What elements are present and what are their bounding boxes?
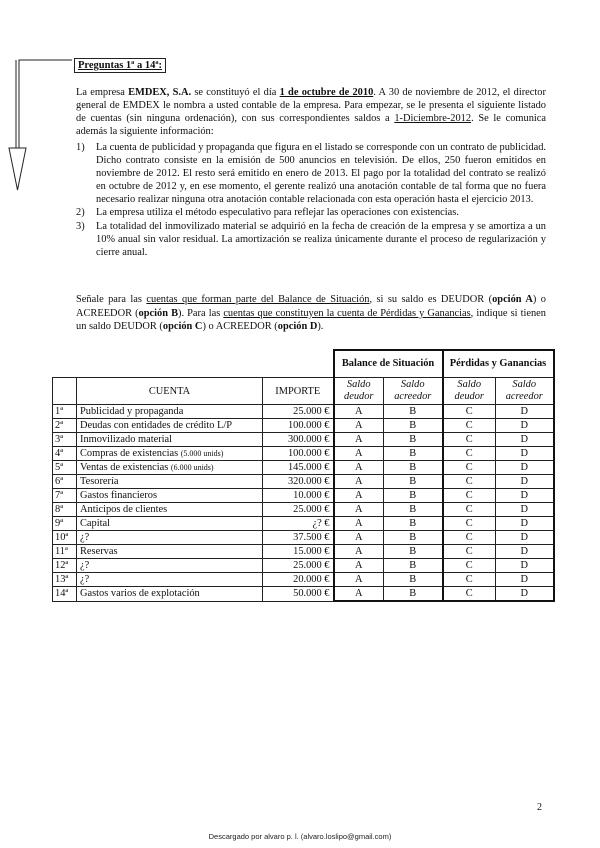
option-d-cell[interactable]: D [496, 531, 554, 545]
option-d-cell[interactable]: D [496, 419, 554, 433]
option-b-cell[interactable]: B [384, 531, 443, 545]
row-number: 11ª [53, 545, 77, 559]
table-row [53, 559, 554, 573]
saldo-acreedor-header: Saldo acreedor [384, 378, 443, 405]
option-d-cell[interactable]: D [496, 503, 554, 517]
option-c-cell[interactable]: C [443, 447, 496, 461]
row-number: 8ª [53, 503, 77, 517]
row-number: 13ª [53, 573, 77, 587]
account-name: ¿? [77, 573, 263, 587]
account-amount: ¿? € [263, 517, 334, 531]
list-item: 2) La empresa utiliza el método especulativo para reflejar las operaciones con existencias. [76, 207, 459, 219]
option-a-cell[interactable]: A [334, 517, 384, 531]
account-amount: 20.000 € [263, 573, 334, 587]
account-name: Ventas de existencias (6.000 unids) [77, 461, 263, 475]
balance-group-header: Balance de Situación [334, 350, 443, 378]
table-row [53, 405, 554, 419]
table-row [53, 419, 554, 433]
row-number: 12ª [53, 559, 77, 573]
option-d-cell[interactable]: D [496, 489, 554, 503]
option-b-cell[interactable]: B [384, 517, 443, 531]
option-a-cell[interactable]: A [334, 475, 384, 489]
option-a-cell[interactable]: A [334, 419, 384, 433]
account-name: ¿? [77, 559, 263, 573]
option-a-cell[interactable]: A [334, 587, 384, 602]
option-d-cell[interactable]: D [496, 545, 554, 559]
option-d-cell[interactable]: D [496, 517, 554, 531]
account-amount: 25.000 € [263, 503, 334, 517]
option-d-cell[interactable]: D [496, 475, 554, 489]
option-a-cell[interactable]: A [334, 559, 384, 573]
account-name: Anticipos de clientes [77, 503, 263, 517]
option-c-cell[interactable]: C [443, 587, 496, 602]
download-footer: Descargado por alvaro p. l. (alvaro.loslipo@gmail.com) [208, 832, 392, 841]
importe-header: IMPORTE [263, 378, 334, 405]
option-a-cell[interactable]: A [334, 503, 384, 517]
row-number: 5ª [53, 461, 77, 475]
option-c-cell[interactable]: C [443, 405, 496, 419]
cuenta-header: CUENTA [77, 378, 263, 405]
option-a-cell[interactable]: A [334, 447, 384, 461]
row-number: 9ª [53, 517, 77, 531]
option-d-cell[interactable]: D [496, 433, 554, 447]
account-amount: 15.000 € [263, 545, 334, 559]
option-b-cell[interactable]: B [384, 447, 443, 461]
option-b-cell[interactable]: B [384, 461, 443, 475]
list-item: 3) La totalidad del inmovilizado material se adquirió en la fecha de creación de la empresa y se amortiza a un 10% anual sin valor residual. La amortización se realiza únicamente durante el proceso de regularización y cierre anual. [76, 220, 546, 258]
option-b-cell[interactable]: B [384, 559, 443, 573]
account-amount: 50.000 € [263, 587, 334, 602]
table-row [53, 573, 554, 587]
table-row [53, 587, 554, 602]
option-d-cell[interactable]: D [496, 447, 554, 461]
saldo-deudor-header: Saldo deudor [443, 378, 496, 405]
option-b-cell[interactable]: B [384, 587, 443, 602]
instructions-paragraph: Señale para las cuentas que forman parte del Balance de Situación, si su saldo es DEUDOR (opción A) o ACREEDOR (opción B). Para las cuentas que constituyen la cuenta de Pérdidas y Ganancias, indique si tienen un saldo DEUDOR (opción C) o ACREEDOR (opción D). [76, 294, 546, 333]
option-b-cell[interactable]: B [384, 405, 443, 419]
account-name: Reservas [77, 545, 263, 559]
option-c-cell[interactable]: C [443, 573, 496, 587]
option-d-cell[interactable]: D [496, 587, 554, 602]
row-number: 6ª [53, 475, 77, 489]
page-number: 2 [537, 802, 542, 813]
account-amount: 25.000 € [263, 559, 334, 573]
account-name: ¿? [77, 531, 263, 545]
account-name: Compras de existencias (5.000 unids) [77, 447, 263, 461]
down-arrow-icon [0, 0, 80, 200]
account-name: Gastos varios de explotación [77, 587, 263, 602]
option-a-cell[interactable]: A [334, 545, 384, 559]
option-b-cell[interactable]: B [384, 419, 443, 433]
option-c-cell[interactable]: C [443, 475, 496, 489]
option-d-cell[interactable]: D [496, 573, 554, 587]
table-row [53, 461, 554, 475]
intro-paragraph: La empresa EMDEX, S.A. se constituyó el día 1 de octubre de 2010. A 30 de noviembre de 2012, el director general de EMDEX le nombra a usted contable de la empresa. Para empezar, se le presenta el siguiente listado de cuentas (sin ninguna ordenación), con sus correspondientes saldos a 1-Diciembre-2012. Se le comunica además la siguiente información: [76, 87, 546, 138]
table-row [53, 433, 554, 447]
option-c-cell[interactable]: C [443, 503, 496, 517]
option-d-cell[interactable]: D [496, 405, 554, 419]
list-item: 1) La cuenta de publicidad y propaganda que figura en el listado se corresponde con un contrato de publicidad. Dicho contrato consiste en la emisión de 500 anuncios en televisión. De ellos, 250 fueron emitidos en noviembre de 2012. El resto será emitido en enero de 2013. El pago por la totalidad del contrato se realizó en octubre de 2012 y, en ese momento, el gerente realizó una anotación contable de tal forma que no fuera necesario realizar ninguna otra anotación contable relacionada con esta operación hasta el ejercicio 2013. [76, 142, 546, 206]
row-number: 2ª [53, 419, 77, 433]
table-row [53, 545, 554, 559]
option-c-cell[interactable]: C [443, 517, 496, 531]
option-a-cell[interactable]: A [334, 461, 384, 475]
balance-date: 1-Diciembre-2012 [394, 113, 472, 125]
option-b-cell[interactable]: B [384, 489, 443, 503]
account-name: Publicidad y propaganda [77, 405, 263, 419]
account-name: Deudas con entidades de crédito L/P [77, 419, 263, 433]
account-amount: 100.000 € [263, 447, 334, 461]
info-list [76, 141, 546, 259]
option-c-cell[interactable]: C [443, 419, 496, 433]
account-amount: 145.000 € [263, 461, 334, 475]
accounts-table [52, 349, 555, 602]
row-number: 14ª [53, 587, 77, 602]
account-amount: 37.500 € [263, 531, 334, 545]
table-row [53, 447, 554, 461]
saldo-acreedor-header: Saldo acreedor [496, 378, 554, 405]
table-row [53, 489, 554, 503]
option-c-cell[interactable]: C [443, 545, 496, 559]
account-amount: 10.000 € [263, 489, 334, 503]
option-c-cell[interactable]: C [443, 433, 496, 447]
table-row [53, 531, 554, 545]
row-number: 1ª [53, 405, 77, 419]
table-row [53, 517, 554, 531]
option-a-cell[interactable]: A [334, 433, 384, 447]
row-number: 3ª [53, 433, 77, 447]
row-number: 4ª [53, 447, 77, 461]
table-row [53, 503, 554, 517]
option-b-cell[interactable]: B [384, 573, 443, 587]
account-amount: 25.000 € [263, 405, 334, 419]
account-amount: 100.000 € [263, 419, 334, 433]
option-a-cell[interactable]: A [334, 489, 384, 503]
pyg-group-header: Pérdidas y Ganancias [443, 350, 554, 378]
option-c-cell[interactable]: C [443, 531, 496, 545]
option-d-cell[interactable]: D [496, 461, 554, 475]
saldo-deudor-header: Saldo deudor [334, 378, 384, 405]
company-name: EMDEX, S.A. [128, 87, 192, 98]
section-title: Preguntas 1ª a 14ª: [74, 58, 166, 73]
account-name: Gastos financieros [77, 489, 263, 503]
option-c-cell[interactable]: C [443, 489, 496, 503]
option-b-cell[interactable]: B [384, 433, 443, 447]
option-c-cell[interactable]: C [443, 461, 496, 475]
option-b-cell[interactable]: B [384, 545, 443, 559]
option-b-cell[interactable]: B [384, 503, 443, 517]
option-b-cell[interactable]: B [384, 475, 443, 489]
account-name: Capital [77, 517, 263, 531]
table-row [53, 475, 554, 489]
option-a-cell[interactable]: A [334, 531, 384, 545]
founding-date: 1 de octubre de 2010 [279, 87, 374, 98]
account-amount: 320.000 € [263, 475, 334, 489]
option-c-cell[interactable]: C [443, 559, 496, 573]
account-name: Inmovilizado material [77, 433, 263, 447]
account-amount: 300.000 € [263, 433, 334, 447]
row-number: 10ª [53, 531, 77, 545]
row-number: 7ª [53, 489, 77, 503]
option-d-cell[interactable]: D [496, 559, 554, 573]
option-a-cell[interactable]: A [334, 405, 384, 419]
account-name: Tesorería [77, 475, 263, 489]
option-a-cell[interactable]: A [334, 573, 384, 587]
